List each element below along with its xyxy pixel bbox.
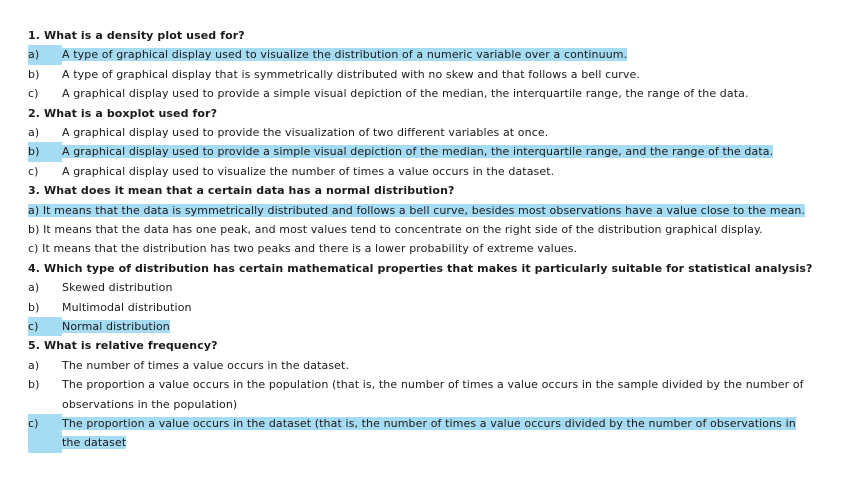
- question-4-option-a: [28, 278, 828, 297]
- option-letter: b): [28, 300, 40, 314]
- option-text: A type of graphical display that is symmetrically distributed with no skew and that follows a bell curve.: [62, 67, 640, 81]
- question-4-option-c: [28, 317, 828, 336]
- question-5-title: 5. What is relative frequency?: [28, 339, 218, 353]
- question-5-option-c: [28, 414, 828, 453]
- question-1-option-c: [28, 84, 828, 103]
- question-2-option-c: [28, 162, 828, 181]
- option-letter: b): [28, 142, 62, 161]
- option-letter: c): [28, 317, 62, 336]
- question-5-option-a: [28, 356, 828, 375]
- question-5-option-b: [28, 375, 828, 414]
- option-text-highlighted: A type of graphical display used to visualize the distribution of a numeric variable over a continuum.: [62, 48, 628, 62]
- option-letter: a): [28, 126, 40, 139]
- question-2-option-b: [28, 142, 828, 161]
- option-text: The proportion a value occurs in the population (that is, the number of times a value occurs in the sample divided by the number of observations in the population): [62, 378, 804, 411]
- option-letter: b): [28, 67, 40, 81]
- question-2-option-a: [28, 123, 828, 142]
- question-3-option-c: c) It means that the distribution has two peaks and there is a lower probability of extreme values.: [28, 242, 578, 256]
- option-text: A graphical display used to provide a simple visual depiction of the median, the interquartile range, the range of the data.: [62, 87, 749, 101]
- option-text: A graphical display used to provide the visualization of two different variables at once.: [62, 126, 549, 139]
- option-letter: c): [28, 414, 62, 453]
- option-text: Multimodal distribution: [62, 300, 192, 314]
- quiz-document: [28, 26, 828, 453]
- option-text: The number of times a value occurs in the dataset.: [62, 358, 350, 372]
- option-text: Skewed distribution: [62, 281, 173, 295]
- option-letter: c): [28, 164, 39, 178]
- question-3-option-b: b) It means that the data has one peak, and most values tend to concentrate on the right side of the distribution graphical display.: [28, 223, 763, 237]
- question-1-option-a: [28, 45, 828, 64]
- question-1-title: 1. What is a density plot used for?: [28, 29, 245, 42]
- question-1-option-b: [28, 65, 828, 84]
- question-3-title: 3. What does it mean that a certain data has a normal distribution?: [28, 184, 455, 198]
- option-text-highlighted: Normal distribution: [62, 320, 170, 334]
- option-letter: b): [28, 378, 40, 392]
- option-letter: a): [28, 358, 40, 372]
- question-4-option-b: [28, 298, 828, 317]
- option-text-highlighted: The proportion a value occurs in the dataset (that is, the number of times a value occurs divided by the number of observations in the dataset: [62, 417, 796, 450]
- option-text-highlighted: a) It means that the data is symmetrically distributed and follows a bell curve, besides most observations have a value close to the mean.: [28, 203, 806, 217]
- question-4-title: 4. Which type of distribution has certain mathematical properties that makes it particularly suitable for statistical analysis?: [28, 261, 813, 275]
- question-3-option-a: [28, 201, 828, 220]
- question-2-title: 2. What is a boxplot used for?: [28, 106, 218, 120]
- option-letter: a): [28, 281, 40, 295]
- option-text: A graphical display used to visualize the number of times a value occurs in the dataset.: [62, 164, 555, 178]
- option-letter: a): [28, 45, 62, 64]
- option-letter: c): [28, 87, 39, 101]
- option-text-highlighted: A graphical display used to provide a simple visual depiction of the median, the interquartile range, and the range of the data.: [62, 145, 774, 159]
